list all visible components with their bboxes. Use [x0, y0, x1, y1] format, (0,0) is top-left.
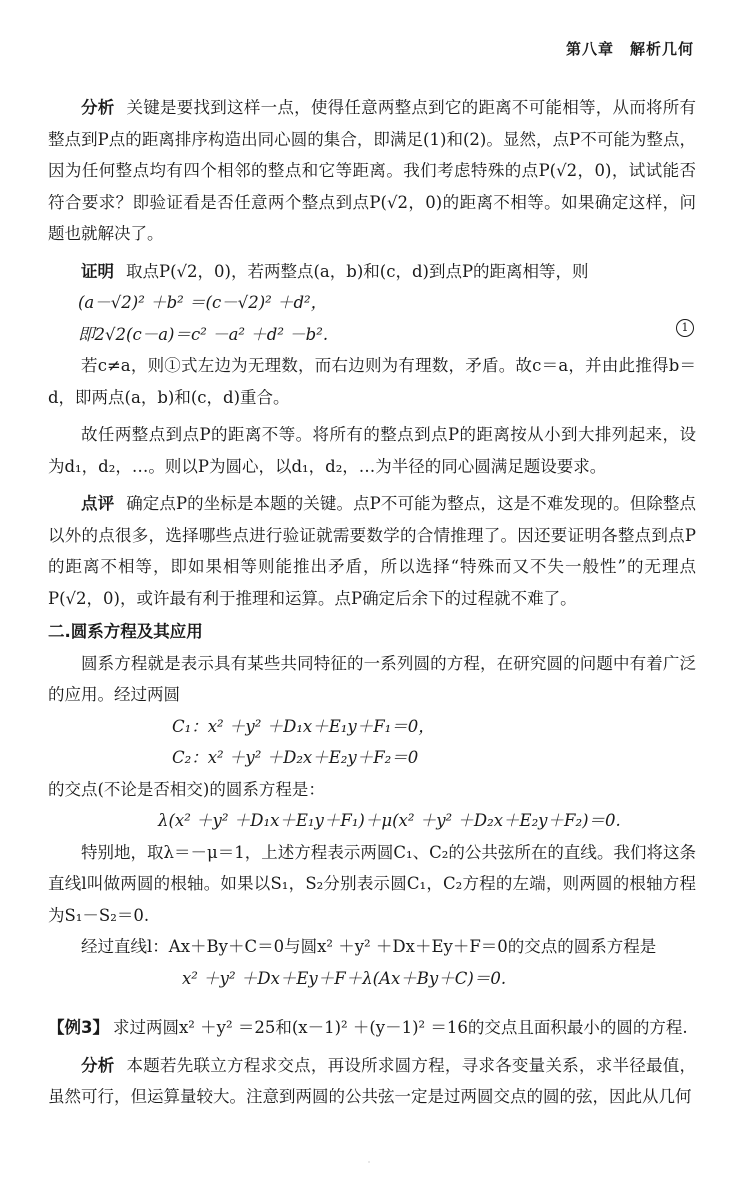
equation-tag-circle: 1 [676, 319, 694, 337]
proof-equation-1: (a－√2)² ＋b² ＝(c－√2)² ＋d²， [78, 293, 328, 312]
proof-paragraph-3: 故任两整点到点P的距离不等。将所有的整点到点P的距离按从小到大排列起来，设为d₁，d₂，…。则以P为圆心，以d₁，d₂，…为半径的同心圆满足题设要求。 [48, 425, 696, 476]
section-heading: 二.圆系方程及其应用 [48, 622, 203, 641]
section-paragraph-3: 特别地，取λ＝－μ＝1，上述方程表示两圆C₁、C₂的公共弦所在的直线。我们将这条直线l叫做两圆的根轴。如果以S₁，S₂分别表示圆C₁，C₂方程的左端，则两圆的根轴方程为S₁－S₂＝0. [48, 842, 696, 925]
analysis-2-text: 本题若先联立方程求交点，再设所求圆方程，寻求各变量关系，求半径最值，虽然可行，但运算量较大。注意到两圆的公共弦一定是过两圆交点的圆的弦，因此从几何 [48, 1055, 697, 1106]
chapter-header: 第八章 解析几何 [565, 40, 694, 58]
proof-label: 证明 [81, 261, 114, 281]
analysis-2-paragraph [48, 1050, 696, 1113]
proof-equation-2-line [48, 319, 696, 351]
proof-paragraph-2: 若c≠a，则①式左边为无理数，而右边则为有理数，矛盾。故c＝a，并由此推得b＝d，即两点(a，b)和(c，d)重合。 [48, 356, 696, 407]
circle-family-equation: λ(x² ＋y² ＋D₁x＋E₁y＋F₁)＋μ(x² ＋y² ＋D₂x＋E₂y＋F₂)＝0. [158, 811, 621, 830]
analysis-paragraph [48, 92, 696, 250]
section-paragraph-1: 圆系方程就是表示具有某些共同特征的一系列圆的方程，在研究圆的问题中有着广泛的应用。经过两圆 [48, 653, 696, 704]
comment-paragraph [48, 488, 696, 614]
comment-text: 确定点P的坐标是本题的关键。点P不可能为整点，这是不难发现的。但除整点以外的点很多，选择哪些点进行验证就需要数学的合情推理了。因还要证明各整点到点P的距离不相等，即如果相等则能推出矛盾，所以选择“特殊而又不失一般性”的无理点P(√2，0)，或许最有利于推理和运算。点P确定后余下的过程就不难了。 [48, 494, 696, 608]
analysis-text: 关键是要找到这样一点，使得任意两整点到它的距离不可能相等，从而将所有整点到P点的距离排序构造出同心圆的集合，即满足(1)和(2)。显然，点P不可能为整点，因为任何整点均有四个相邻的整点和它等距离。我们考虑特殊的点P(√2，0)，试试能否符合要求？即验证看是否任意两个整点到点P(√2，0)的距离不相等。如果确定这样，问题也就解决了。 [48, 98, 697, 243]
proof-paragraph [48, 256, 696, 288]
section-paragraph-4: 经过直线l：Ax＋By＋C＝0与圆x² ＋y² ＋Dx＋Ey＋F＝0的交点的圆系方程是 [81, 937, 657, 956]
analysis-label: 分析 [81, 98, 115, 117]
circle-c1-equation: C₁：x² ＋y² ＋D₁x＋E₁y＋F₁＝0， [172, 716, 435, 736]
example-3-text: 求过两圆x² ＋y² ＝25和(x－1)² ＋(y－1)² ＝16的交点且面积最小的圆的方程. [112, 1018, 688, 1037]
line-circle-family-equation: x² ＋y² ＋Dx＋Ey＋F＋λ(Ax＋By＋C)＝0. [182, 968, 507, 988]
analysis-2-label: 分析 [81, 1055, 115, 1075]
circle-c2-equation: C₂：x² ＋y² ＋D₂x＋E₂y＋F₂＝0 [172, 748, 419, 767]
page-body [48, 92, 696, 1113]
comment-label: 点评 [81, 494, 115, 513]
proof-equation-2: 即2√2(c－a)＝c² －a² ＋d² －b². [78, 324, 329, 344]
proof-text: 取点P(√2，0)，若两整点(a，b)和(c，d)到点P的距离相等，则 [126, 261, 589, 281]
example-3-label: 【例3】 [48, 1018, 109, 1037]
footer-mark: · [367, 1158, 371, 1167]
example-3-paragraph [48, 1012, 696, 1044]
section-paragraph-2: 的交点(不论是否相交)的圆系方程是： [48, 779, 325, 799]
